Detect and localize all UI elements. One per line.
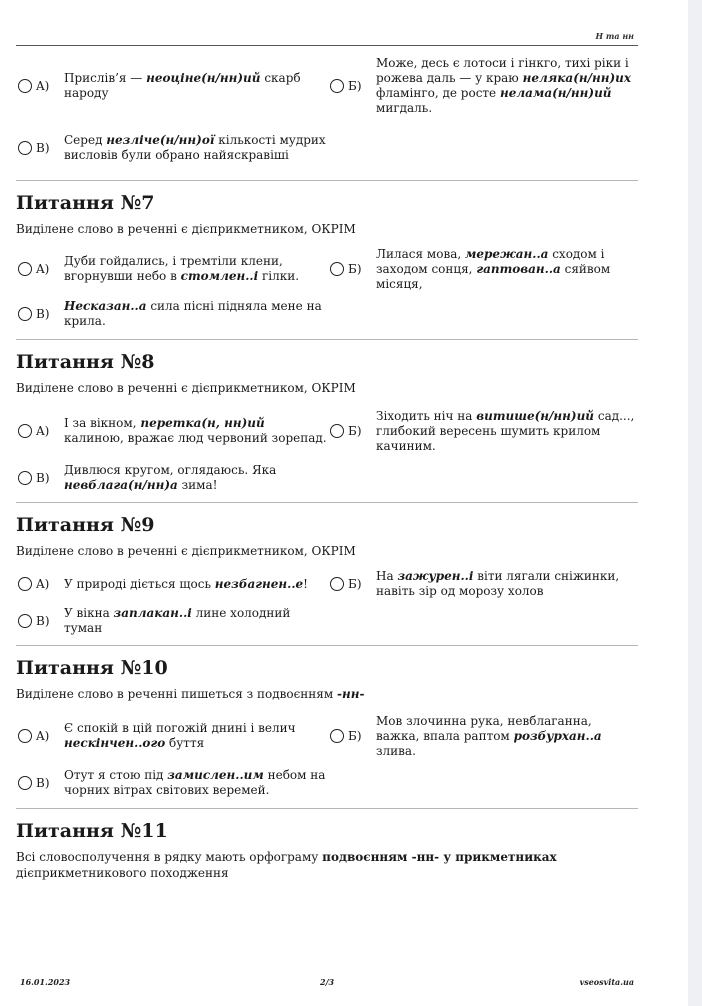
option-text: Дуби гойдались, і тремтіли клени, вгорнувши небо в стомлен..і гілки. (64, 254, 300, 283)
option-a[interactable] (16, 712, 328, 760)
question-7-prompt: Виділене слово в реченні є дієприкметником, ОКРІМ (16, 222, 356, 236)
option-v[interactable] (16, 462, 328, 494)
option-text: Отут я стою під замислен..им небом на чорних вітрах світових веремей. (64, 768, 326, 797)
option-letter: В) (36, 613, 50, 628)
radio-icon[interactable] (18, 577, 32, 591)
option-a[interactable] (16, 406, 328, 456)
option-letter: В) (36, 470, 50, 485)
question-10-title: Питання №10 (16, 657, 168, 679)
option-text: Дивлюся кругом, оглядаюсь. Яка невблага(н/нн)а зима! (64, 463, 277, 492)
option-a[interactable] (16, 54, 328, 118)
header-tag: Н та нн (595, 31, 634, 41)
radio-icon[interactable] (330, 79, 344, 93)
question-8-options (16, 406, 638, 494)
footer-page-number: 2/3 (320, 977, 335, 987)
footer-date: 16.01.2023 (20, 977, 71, 987)
option-letter: В) (36, 140, 50, 155)
radio-icon[interactable] (18, 262, 32, 276)
question-11-prompt: Всі словосполучення в рядку мають орфограму подвоєнням -нн- у прикметниках дієприкметникового походження (16, 850, 557, 880)
question-9-title: Питання №9 (16, 514, 155, 536)
option-text: Серед незліче(н/нн)ої кількості мудрих висловів були обрано найяскравіші (64, 133, 326, 162)
option-text: Мов злочинна рука, невблаганна, важка, впала раптом розбурхан..а злива. (376, 713, 602, 758)
option-b[interactable] (328, 569, 638, 599)
worksheet-page (16, 0, 638, 1006)
option-text: Є спокій в цій погожій днині і велич нескінчен..ого буття (64, 721, 296, 750)
question-7-options (16, 247, 638, 331)
option-text: І за вікном, перетка(н, нн)ий калиною, вражає люд червоний зорепад. (64, 416, 327, 445)
option-letter: A) (36, 78, 50, 93)
option-letter: A) (36, 261, 50, 276)
section-divider (16, 339, 638, 340)
question-9-prompt: Виділене слово в реченні є дієприкметником, ОКРІМ (16, 544, 356, 558)
option-b[interactable] (328, 247, 638, 291)
option-letter: Б) (348, 261, 362, 276)
question-11-title: Питання №11 (16, 820, 168, 842)
option-letter: A) (36, 423, 50, 438)
question-7-title: Питання №7 (16, 192, 155, 214)
section-divider (16, 808, 638, 809)
question-6-options (16, 54, 638, 172)
section-divider (16, 180, 638, 181)
question-8-prompt: Виділене слово в реченні є дієприкметником, ОКРІМ (16, 381, 356, 395)
radio-icon[interactable] (18, 471, 32, 485)
radio-icon[interactable] (330, 729, 344, 743)
option-v[interactable] (16, 124, 328, 172)
radio-icon[interactable] (18, 79, 32, 93)
option-v[interactable] (16, 605, 328, 637)
option-a[interactable] (16, 247, 328, 291)
option-letter: Б) (348, 728, 362, 743)
question-10-prompt: Виділене слово в реченні пишеться з подвоєнням -нн- (16, 687, 365, 701)
option-letter: Б) (348, 423, 362, 438)
radio-icon[interactable] (18, 729, 32, 743)
radio-icon[interactable] (18, 424, 32, 438)
option-b[interactable] (328, 712, 638, 760)
question-8-title: Питання №8 (16, 351, 155, 373)
radio-icon[interactable] (330, 424, 344, 438)
radio-icon[interactable] (330, 577, 344, 591)
option-a[interactable] (16, 569, 328, 599)
option-text: Зіходить ніч на витише(н/нн)ий сад..., глибокий вересень шумить крилом качиним. (376, 408, 635, 453)
option-letter: A) (36, 576, 50, 591)
option-text: Прислів’я — неоціне(н/нн)ий скарб народу (64, 71, 301, 100)
question-9-options (16, 569, 638, 637)
option-letter: В) (36, 775, 50, 790)
scrollbar[interactable] (688, 0, 702, 1006)
option-text: Може, десь є лотоси і гінкго, тихі ріки і рожева даль — у краю неляка(н/нн)их фламінго, де росте нелама(н/нн)ий мигдаль. (376, 56, 632, 115)
radio-icon[interactable] (18, 307, 32, 321)
header-divider (16, 45, 638, 46)
question-10-options (16, 712, 638, 800)
radio-icon[interactable] (330, 262, 344, 276)
option-text: Несказан..а сила пісні підняла мене на крила. (64, 299, 322, 328)
option-text: У природі діється щось незбагнен..е! (64, 576, 308, 591)
option-text: У вікна заплакан..і лине холодний туман (64, 606, 291, 635)
radio-icon[interactable] (18, 614, 32, 628)
option-v[interactable] (16, 766, 328, 800)
section-divider (16, 645, 638, 646)
option-letter: A) (36, 728, 50, 743)
option-letter: В) (36, 306, 50, 321)
option-b[interactable] (328, 406, 638, 456)
footer-site: vseosvita.ua (579, 977, 634, 987)
option-text: Лилася мова, мережан..а сходом і заходом сонця, гаптован..а сяйвом місяця, (376, 246, 611, 291)
radio-icon[interactable] (18, 141, 32, 155)
option-text: На зажурен..і віти лягали сніжинки, навіть зір од морозу холов (376, 569, 620, 598)
option-v[interactable] (16, 297, 328, 331)
section-divider (16, 502, 638, 503)
radio-icon[interactable] (18, 776, 32, 790)
option-letter: Б) (348, 78, 362, 93)
option-b[interactable] (328, 54, 638, 118)
option-letter: Б) (348, 576, 362, 591)
